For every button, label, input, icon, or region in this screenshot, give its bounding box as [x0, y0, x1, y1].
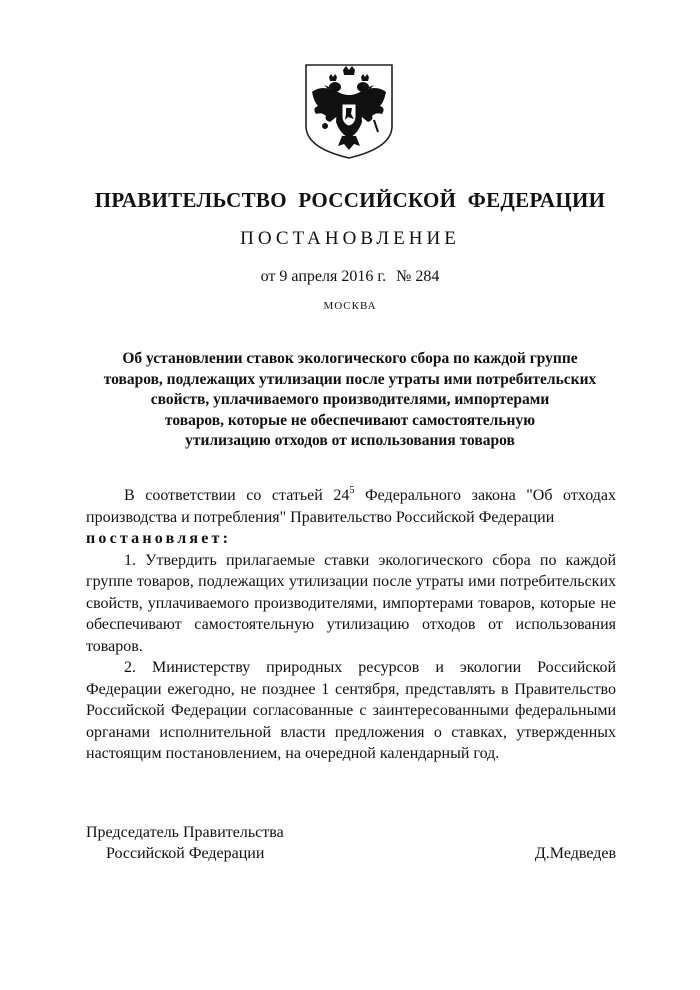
subject-line: товаров, подлежащих утилизации после утраты ими потребительских — [103, 370, 597, 388]
signatory-name: Д.Медведев — [534, 845, 616, 862]
item-2-paragraph: 2. Министерству природных ресурсов и экологии Российской Федерации ежегодно, не позднее 1 сентября, представлять в Правительство Российской Федерации согласованные с заинтересованными федеральными органами исполнительной власти предложения о ставках, утвержденных настоящим постановлением, на очередной календарный год. — [86, 659, 616, 762]
signature-block — [86, 822, 616, 864]
article-superscript: 5 — [349, 484, 355, 496]
signatory-post-line-2: Российской Федерации — [106, 845, 265, 862]
document-type: ПОСТАНОВЛЕНИЕ — [240, 228, 460, 249]
coat-of-arms-emblem — [302, 62, 396, 160]
subject-line: утилизацию отходов от использования товаров — [185, 432, 515, 449]
city: МОСКВА — [323, 300, 377, 312]
intro-text-end: Федерального закона "Об отходах производства и потребления" Правительство Российской Федерации — [86, 487, 617, 526]
decree-word-paragraph — [86, 528, 616, 550]
intro-paragraph — [86, 485, 616, 528]
document-body — [86, 485, 616, 765]
signatory-post-line-1: Председатель Правительства — [86, 824, 284, 841]
subject-line: Об установлении ставок экологического сбора по каждой группе — [122, 350, 578, 367]
date-line — [0, 268, 700, 286]
subject-line: свойств, уплачиваемого производителями, импортерами — [150, 391, 550, 408]
document-date: от 9 апреля 2016 г. — [260, 268, 387, 285]
document-subject — [90, 349, 610, 452]
intro-text-start: В соответствии со статьей 24 — [124, 487, 350, 504]
item-1-paragraph: 1. Утвердить прилагаемые ставки экологического сбора по каждой группе товаров, подлежащих утилизации после утраты ими потребительских свойств, уплачиваемого производителями, импортерами товаров, которые не обеспечивают самостоятельную утилизацию отходов от использования товаров. — [86, 551, 616, 655]
government-title: ПРАВИТЕЛЬСТВО РОССИЙСКОЙ ФЕДЕРАЦИИ — [94, 188, 606, 212]
decree-word: постановляет: — [86, 530, 232, 547]
document-number: № 284 — [396, 268, 440, 285]
subject-line: товаров, которые не обеспечивают самостоятельную — [164, 411, 536, 429]
